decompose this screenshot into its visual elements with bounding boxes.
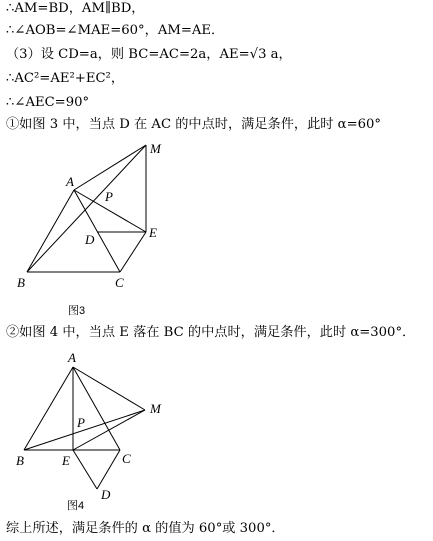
fig4-label-D: D <box>101 487 111 502</box>
fig4-label-E: E <box>62 453 70 468</box>
fig3-label-C: C <box>115 275 124 290</box>
fig3-caption: 图3 <box>68 305 86 317</box>
text-line-6: ①如图 3 中，当点 D 在 AC 的中点时，满足条件，此时 α=60° <box>6 117 381 132</box>
fig4-label-A: A <box>68 350 76 365</box>
text-line-8: 综上所述，满足条件的 α 的值为 60°或 300°． <box>6 521 285 536</box>
fig4-label-C: C <box>122 451 131 466</box>
text-line-3: （3）设 CD=a，则 BC=AC=2a，AE=√3 a， <box>6 47 292 62</box>
fig4-line-CD <box>97 450 120 489</box>
fig3-label-M: M <box>150 141 161 156</box>
text-line-2: ∴∠AOB=∠MAE=60°，AM=AE． <box>6 23 225 38</box>
fig3-label-E: E <box>149 225 157 240</box>
text-line-4: ∴AC²=AE²+EC²， <box>6 71 125 86</box>
text-line-7: ②如图 4 中，当点 E 落在 BC 的中点时，满足条件，此时 α=300°． <box>6 325 416 340</box>
text-line-1: ∴AM=BD，AM∥BD， <box>6 1 145 16</box>
fig4-line-AM <box>73 367 145 410</box>
text-line-5: ∴∠AEC=90° <box>6 95 90 110</box>
fig3-label-P: P <box>105 189 113 204</box>
fig3-label-D: D <box>85 232 95 247</box>
fig4-caption: 图4 <box>67 500 85 512</box>
fig4-label-M: M <box>150 401 161 416</box>
fig4-label-B: B <box>16 453 24 468</box>
fig4-label-P: P <box>77 415 85 430</box>
fig4-line-AB <box>24 367 73 450</box>
fig3-label-B: B <box>17 275 25 290</box>
fig4-line-AC <box>73 367 120 450</box>
fig3-label-A: A <box>66 174 74 189</box>
fig4-line-ED <box>73 450 97 489</box>
